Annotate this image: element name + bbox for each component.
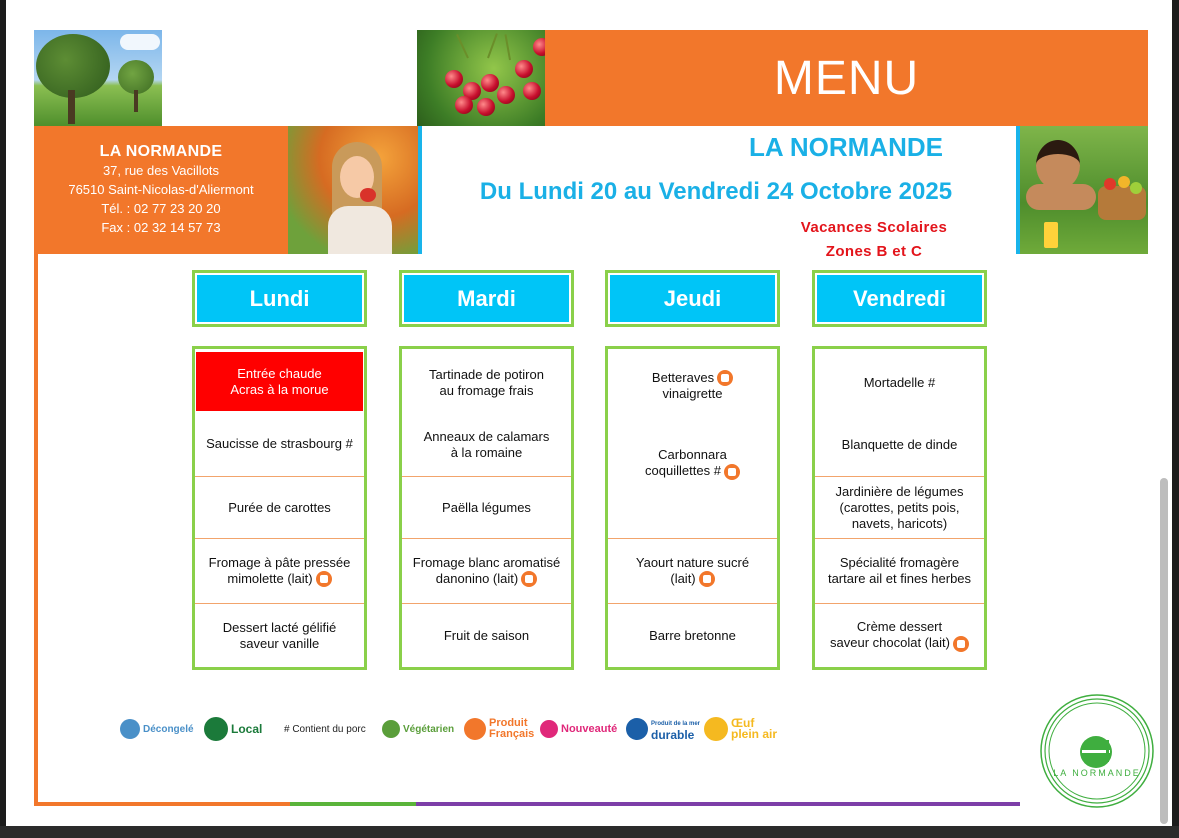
frame-bottom-orange bbox=[34, 802, 290, 806]
menu-item-side: Purée de carottes bbox=[195, 476, 364, 538]
menu-item-cheese: Fromage à pâte pressée mimolette (lait) bbox=[195, 538, 364, 603]
contact-name: LA NORMANDE bbox=[99, 143, 223, 160]
menu-item-dessert: Crème dessert saveur chocolat (lait) bbox=[815, 603, 984, 667]
produit-francais-icon bbox=[521, 571, 537, 587]
menu-item-dessert: Barre bretonne bbox=[608, 603, 777, 667]
cherries-photo bbox=[417, 30, 545, 126]
menu-item-side: Paëlla légumes bbox=[402, 476, 571, 538]
la-normande-logo bbox=[1038, 692, 1156, 810]
contact-block bbox=[34, 126, 288, 254]
legend-porc: # Contient du porc bbox=[284, 723, 366, 735]
menu-item-starter: Mortadelle # bbox=[863, 374, 936, 390]
day-header-vendredi bbox=[812, 270, 987, 327]
menu-item-main: Anneaux de calamars à la romaine bbox=[423, 429, 550, 460]
menu-item-side: Jardinière de légumes (carottes, petits pois, navets, haricots) bbox=[815, 476, 984, 538]
menu-header-bar bbox=[545, 30, 1148, 126]
menu-item-starter: Entrée chaude Acras à la morue bbox=[196, 352, 363, 411]
menu-item-starter: Betteraves vinaigrette bbox=[608, 351, 777, 421]
day-name: Vendredi bbox=[817, 275, 982, 322]
contact-address1: 37, rue des Vacillots bbox=[102, 163, 220, 178]
day-header-mardi bbox=[399, 270, 574, 327]
menu-item-main: Blanquette de dinde bbox=[841, 437, 958, 452]
contact-fax: Fax : 02 32 14 57 73 bbox=[101, 220, 221, 235]
produit-francais-icon bbox=[316, 571, 332, 587]
legend-oeuf-plein-air: Œuf plein air bbox=[704, 712, 777, 746]
orange-frame-left bbox=[34, 254, 38, 806]
day-header-jeudi bbox=[605, 270, 780, 327]
legend-nouveaute: Nouveauté bbox=[540, 712, 617, 746]
day-menu-jeudi bbox=[605, 346, 780, 670]
contact-phone: Tél. : 02 77 23 20 20 bbox=[101, 201, 221, 216]
viewer-bottom-strip bbox=[0, 826, 1179, 838]
produit-francais-icon bbox=[724, 464, 740, 480]
menu-item-dessert: Fruit de saison bbox=[402, 603, 571, 667]
egg-icon bbox=[704, 717, 728, 741]
snowflake-icon bbox=[120, 719, 140, 739]
girl-eating-photo bbox=[288, 126, 418, 254]
day-name: Lundi bbox=[197, 275, 362, 322]
fish-icon bbox=[626, 718, 648, 740]
day-menu-mardi bbox=[399, 346, 574, 670]
new-icon bbox=[540, 720, 558, 738]
menu-item-main: Carbonnara coquillettes # bbox=[608, 421, 777, 538]
produit-francais-icon bbox=[699, 571, 715, 587]
cyan-divider-left bbox=[418, 126, 422, 254]
menu-item-dessert: Dessert lacté gélifié saveur vanille bbox=[195, 603, 364, 667]
holiday-notice-line2: Zones B et C bbox=[825, 243, 923, 260]
day-menu-lundi bbox=[192, 346, 367, 670]
day-header-lundi bbox=[192, 270, 367, 327]
logo-text: LA NORMANDE bbox=[1053, 768, 1141, 778]
legend-local: Local bbox=[204, 712, 262, 746]
produit-francais-icon bbox=[953, 636, 969, 652]
menu-item-starter: Tartinade de potiron au fromage frais bbox=[429, 366, 544, 398]
legend bbox=[120, 712, 800, 746]
leaf-icon bbox=[382, 720, 400, 738]
day-name: Jeudi bbox=[610, 275, 775, 322]
menu-item-cheese: Fromage blanc aromatisé danonino (lait) bbox=[402, 538, 571, 603]
menu-title: MENU bbox=[773, 51, 920, 105]
school-name: LA NORMANDE bbox=[748, 132, 944, 162]
france-icon bbox=[464, 718, 486, 740]
holiday-notice-line1: Vacances Scolaires bbox=[800, 219, 948, 236]
menu-page bbox=[6, 0, 1172, 826]
plate-icon bbox=[204, 717, 228, 741]
legend-decongele: Décongelé bbox=[120, 712, 194, 746]
contact-address2: 76510 Saint-Nicolas-d'Aliermont bbox=[68, 182, 254, 197]
frame-bottom-purple bbox=[416, 802, 1020, 806]
vertical-scrollbar[interactable] bbox=[1160, 478, 1168, 824]
date-range: Du Lundi 20 au Vendredi 24 Octobre 2025 bbox=[479, 178, 953, 205]
menu-item-dairy: Yaourt nature sucré (lait) bbox=[608, 538, 777, 603]
day-menu-vendredi bbox=[812, 346, 987, 670]
menu-item-main: Saucisse de strasbourg # bbox=[206, 435, 353, 451]
legend-vegetarien: Végétarien bbox=[382, 712, 454, 746]
produit-francais-icon bbox=[717, 370, 733, 386]
orchard-photo bbox=[34, 30, 162, 126]
day-name: Mardi bbox=[404, 275, 569, 322]
menu-item-cheese: Spécialité fromagère tartare ail et fines herbes bbox=[815, 538, 984, 603]
legend-produit-mer-durable: Produit de la mer durable bbox=[626, 712, 700, 746]
legend-produit-francais: Produit Français bbox=[464, 712, 534, 746]
frame-bottom-green bbox=[290, 802, 416, 806]
